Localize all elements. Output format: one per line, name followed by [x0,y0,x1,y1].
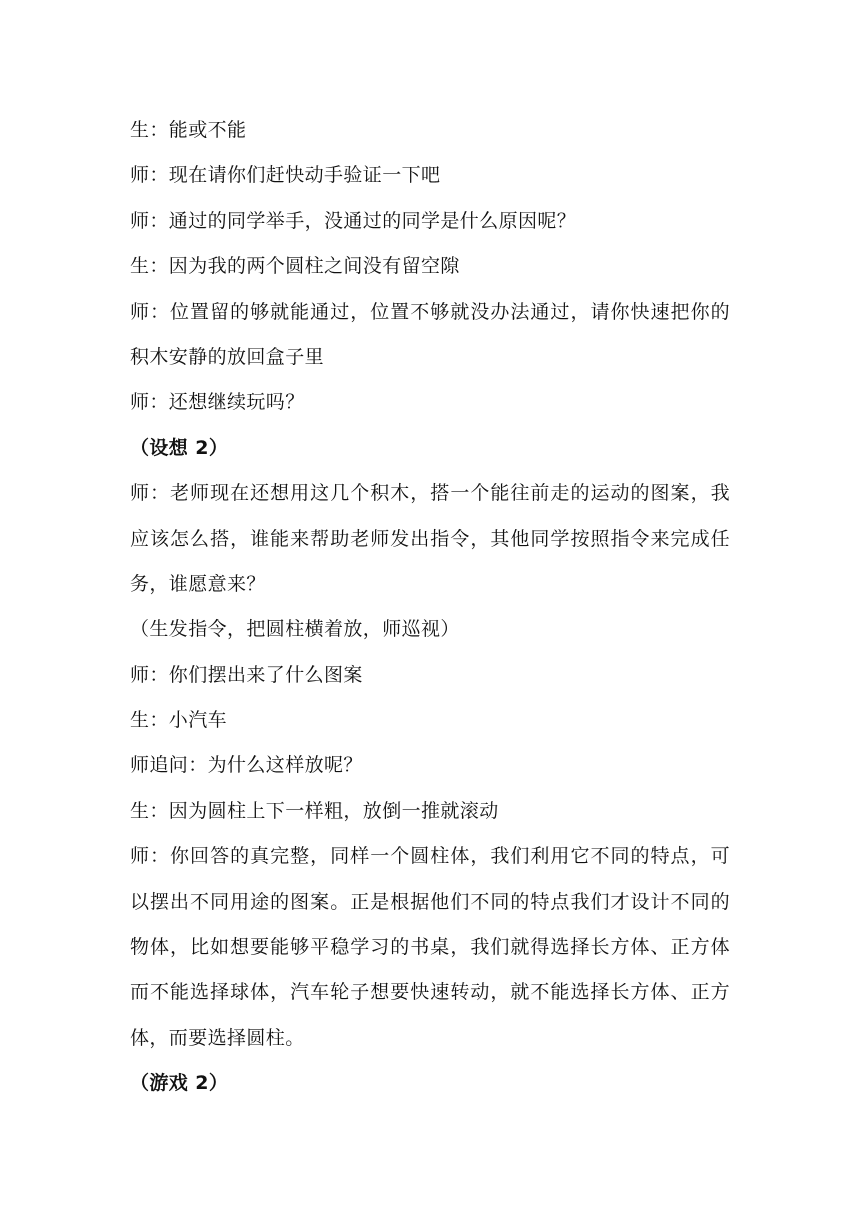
text-line: 生：因为我的两个圆柱之间没有留空隙 [130,255,460,278]
text-line: 体，而要选择圆柱。 [130,1026,305,1049]
text-line: 师：还想继续玩吗？ [130,391,305,414]
text-line: 师：通过的同学举手，没通过的同学是什么原因呢？ [130,209,577,232]
text-line: 物体，比如想要能够平稳学习的书桌，我们就得选择长方体、正方体 [130,936,730,959]
text-line: 而不能选择球体，汽车轮子想要快速转动，就不能选择长方体、正方 [130,981,730,1004]
text-line: 师：你回答的真完整，同样一个圆柱体，我们利用它不同的特点，可 [130,845,730,868]
section-heading: （游戏 2） [130,1072,229,1095]
text-line: 师追问：为什么这样放呢？ [130,754,363,777]
text-line: 师：现在请你们赶快动手验证一下吧 [130,164,441,187]
text-line: 生：能或不能 [130,119,247,141]
section-heading: （设想 2） [130,436,229,459]
text-line: 师：位置留的够就能通过，位置不够就没办法通过，请你快速把你的 [130,300,730,323]
text-line: 务，谁愿意来？ [130,572,266,595]
text-line: 生：小汽车 [130,709,228,732]
text-line: 以摆出不同用途的图案。正是根据他们不同的特点我们才设计不同的 [130,890,730,913]
text-line: 应该怎么搭，谁能来帮助老师发出指令，其他同学按照指令来完成任 [130,527,730,550]
text-line: （生发指令，把圆柱横着放，师巡视） [130,618,460,641]
text-line: 积木安静的放回盒子里 [130,345,325,368]
document-body [130,108,730,1107]
text-line: 师：老师现在还想用这几个积木，搭一个能往前走的运动的图案，我 [130,482,730,505]
text-line: 生：因为圆柱上下一样粗，放倒一推就滚动 [130,799,499,822]
text-line: 师：你们摆出来了什么图案 [130,663,363,686]
